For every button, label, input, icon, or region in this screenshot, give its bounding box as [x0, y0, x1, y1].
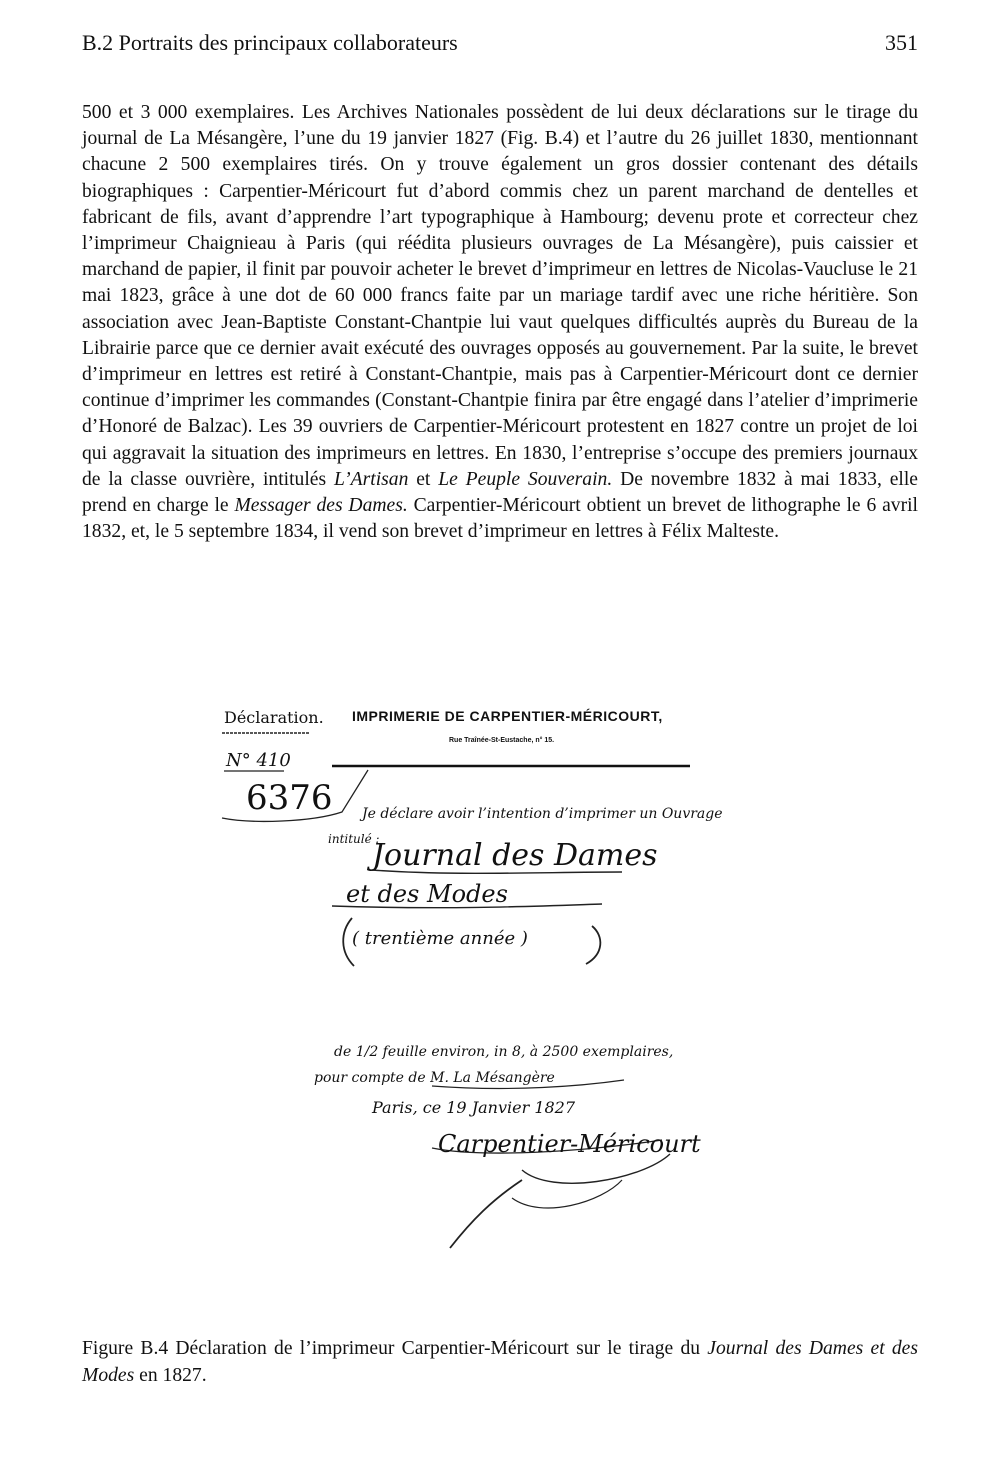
title-line-modes: et des Modes	[346, 880, 508, 908]
section-title: B.2 Portraits des principaux collaborateurs	[82, 30, 458, 55]
printer-address: Rue Traînée-St-Eustache, n° 15.	[449, 737, 555, 744]
handwritten-reference: 6376	[246, 778, 333, 818]
declaration-number: N° 410	[226, 750, 291, 771]
paragraph-text-4: Carpentier-Méricourt obtient un brevet de lithographe le 6 avril 1832, et, le 5 septembre 1834, il vend son brevet d’imprimeur en lettres à Félix Malteste.	[82, 495, 918, 543]
caption-text: Figure B.4 Déclaration de l’imprimeur Carpentier-Méricourt sur le tirage du	[82, 1338, 708, 1359]
caption-journal-title: Journal des Dames et des Modes	[82, 1338, 918, 1386]
commission-line: pour compte de M. La Mésangère	[314, 1070, 555, 1086]
journal-title-peuple-souverain: Le Peuple Souverain.	[438, 468, 613, 490]
declaration-figure	[222, 700, 723, 1260]
title-line-year: ( trentième année )	[352, 928, 528, 949]
declaration-label: Déclaration.	[224, 708, 324, 727]
journal-title-artisan: L’Artisan	[333, 468, 409, 490]
figure-caption	[82, 1336, 918, 1389]
journal-title-messager: Messager des Dames.	[234, 495, 408, 517]
signature: Carpentier-Méricourt	[438, 1130, 701, 1158]
printer-heading: IMPRIMERIE DE CARPENTIER-MÉRICOURT,	[352, 708, 663, 724]
body-paragraph	[82, 100, 918, 545]
paragraph-text-1: 500 et 3 000 exemplaires. Les Archives Nationales possèdent de lui deux déclarations sur le tirage du journal de La Mésangère, l’une du 19 janvier 1827 (Fig. B.4) et l’autre du 26 juillet 1830, mentionnant chacune 2 500 exemplaires tirés. On y trouve également un gros dossier contenant des détails biographiques : Carpentier-Méricourt fut d’abord commis chez un parent marchand de dentelles et fabricant de fils, avant d’apprendre l’art typographique à Hambourg; devenu prote et correcteur chez l’imprimeur Chaignieau à Paris (qui réédita plusieurs ouvrages de La Mésangère), puis caissier et marchand de papier, il finit par pouvoir acheter le brevet d’imprimeur en lettres de Nicolas-Vaucluse le 21 mai 1823, grâce à une dot de 60 000 francs faite par un mariage tardif avec une riche héritière. Son association avec Jean-Baptiste Constant-Chantpie lui vaut quelques difficultés auprès du Bureau de la Librairie parce que ce dernier avait exécuté des ouvrages opposés au gouvernement. Par la suite, le brevet d’imprimeur en lettres est retiré à Constant-Chantpie, mais pas à Carpentier-Méricourt dont ce dernier continue d’imprimer les commandes (Constant-Chantpie finira par être engagé dans l’atelier d’imprimerie d’Honoré de Balzac). Les 39 ouvriers de Carpentier-Méricourt protestent en 1827 contre un projet de loi qui aggravait la situation des imprimeurs en lettres. En 1830, l’entreprise s’occupe des premiers journaux de la classe ouvrière, intitulés	[82, 102, 918, 490]
declaration-statement: Je déclare avoir l’intention d’imprimer un Ouvrage	[362, 806, 723, 822]
running-header	[82, 30, 918, 56]
title-line-journal: Journal des Dames	[372, 838, 658, 873]
page-number: 351	[885, 30, 918, 55]
paragraph-text-2: et	[408, 468, 439, 490]
caption-suffix: en 1827.	[134, 1364, 207, 1386]
print-details: de 1/2 feuille environ, in 8, à 2500 exemplaires,	[334, 1044, 674, 1060]
intitule-label: intitulé :	[328, 832, 380, 846]
date-line: Paris, ce 19 Janvier 1827	[372, 1098, 576, 1117]
paragraph-text-3: De novembre 1832 à mai 1833, elle prend en charge le	[82, 468, 918, 517]
